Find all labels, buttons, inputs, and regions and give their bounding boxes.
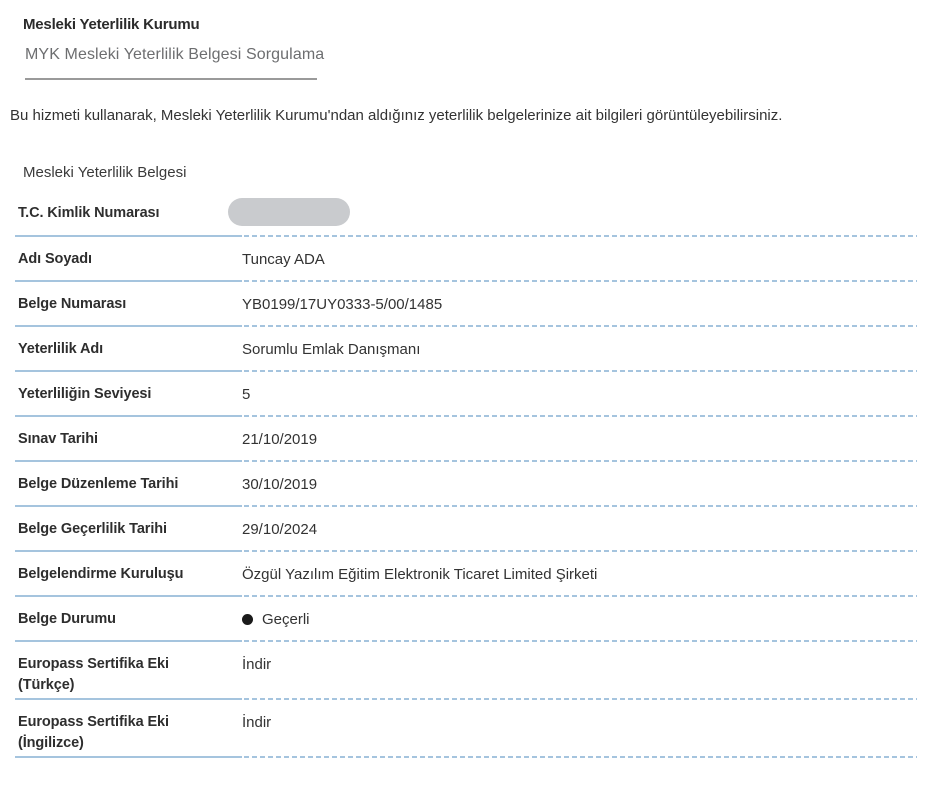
row-label (15, 700, 242, 758)
row-label (15, 372, 242, 417)
row-value (242, 327, 917, 372)
row-value (242, 700, 917, 758)
row-value-text: 21/10/2019 (242, 431, 318, 448)
service-title: MYK Mesleki Yeterlilik Belgesi Sorgulama (25, 46, 325, 63)
row-label (15, 597, 242, 642)
table-row (15, 462, 917, 507)
row-value (242, 552, 917, 597)
row-value-text: Sorumlu Emlak Danışmanı (242, 341, 421, 358)
row-label (15, 237, 242, 282)
status-text: Geçerli (262, 611, 310, 628)
row-label-text: Belge Geçerlilik Tarihi (18, 521, 167, 537)
row-value (242, 462, 917, 507)
table-row (15, 327, 917, 372)
table-row (15, 191, 917, 237)
row-label-text-line2: (Türkçe) (18, 677, 75, 693)
row-label-text: Europass Sertifika Eki (18, 714, 169, 730)
table-row (15, 237, 917, 282)
row-label (15, 282, 242, 327)
redacted-value (228, 198, 350, 226)
row-label-text: Sınav Tarihi (18, 431, 98, 447)
row-value (242, 642, 917, 700)
table-row (15, 642, 917, 700)
row-label (15, 191, 242, 237)
row-value (242, 597, 917, 642)
certificate-table (15, 191, 917, 758)
service-description: Bu hizmeti kullanarak, Mesleki Yeterlilik Kurumu'ndan aldığınız yeterlilik belgelerinize ait bilgileri görüntüleyebilirsiniz. (10, 107, 783, 124)
row-label (15, 462, 242, 507)
download-link[interactable]: İndir (242, 714, 272, 731)
row-value (242, 507, 917, 552)
row-value-text: 5 (242, 386, 251, 403)
row-value-text: Özgül Yazılım Eğitim Elektronik Ticaret Limited Şirketi (242, 566, 598, 583)
row-label-text-line2: (İngilizce) (18, 735, 84, 751)
row-label (15, 642, 242, 700)
row-value (242, 282, 917, 327)
row-label (15, 552, 242, 597)
row-label-text: Yeterlilik Adı (18, 341, 104, 357)
table-row (15, 417, 917, 462)
row-label-text: Belgelendirme Kuruluşu (18, 566, 184, 582)
row-label-text: Belge Numarası (18, 296, 127, 312)
row-value-text: YB0199/17UY0333-5/00/1485 (242, 296, 443, 313)
row-label-text: Adı Soyadı (18, 251, 92, 267)
row-value-text: Tuncay ADA (242, 251, 325, 268)
row-label (15, 417, 242, 462)
section-title: Mesleki Yeterlilik Belgesi (23, 164, 187, 181)
row-label-text: Belge Düzenleme Tarihi (18, 476, 179, 492)
table-row (15, 597, 917, 642)
filled-circle-icon (242, 614, 253, 625)
row-value-text: 30/10/2019 (242, 476, 318, 493)
table-row (15, 372, 917, 417)
agency-title: Mesleki Yeterlilik Kurumu (23, 16, 200, 33)
row-label (15, 507, 242, 552)
title-underline (25, 78, 317, 80)
row-label-text: Yeterliliğin Seviyesi (18, 386, 152, 402)
status-badge (242, 609, 310, 630)
table-row (15, 507, 917, 552)
download-link[interactable]: İndir (242, 656, 272, 673)
row-value-text: 29/10/2024 (242, 521, 318, 538)
row-label-text: T.C. Kimlik Numarası (18, 205, 160, 221)
row-value (242, 191, 917, 237)
row-label-text: Belge Durumu (18, 611, 116, 627)
row-label-text: Europass Sertifika Eki (18, 656, 169, 672)
table-row (15, 552, 917, 597)
row-value (242, 237, 917, 282)
row-label (15, 327, 242, 372)
table-row (15, 282, 917, 327)
row-value (242, 417, 917, 462)
table-row (15, 700, 917, 758)
row-value (242, 372, 917, 417)
